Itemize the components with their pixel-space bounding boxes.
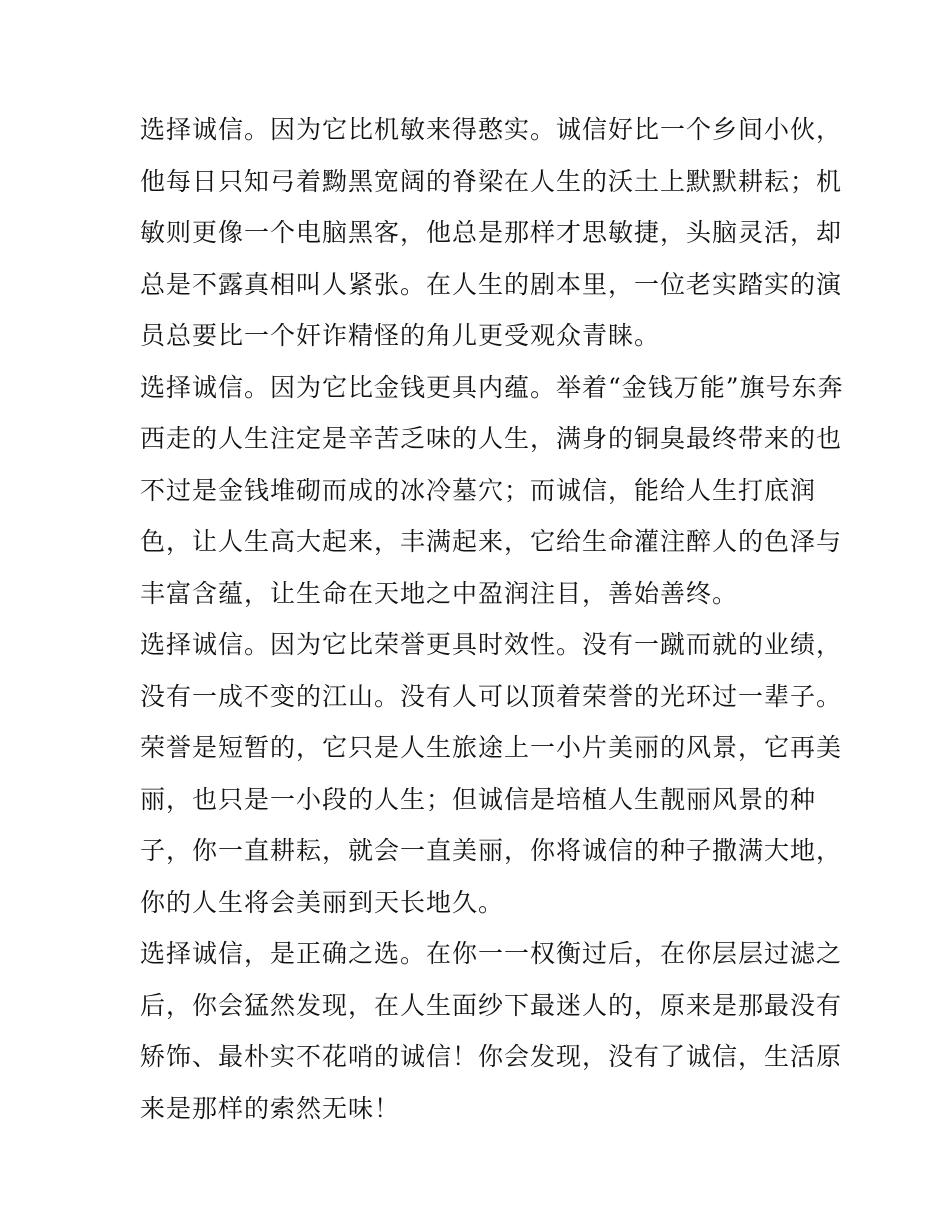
text-line: 选择诚信，是正确之选。在你一一权衡过后，在你层层过滤之 <box>140 939 843 968</box>
text-line: 色，让人生高大起来，丰满起来，它给生命灌注醉人的色泽与 <box>140 527 843 556</box>
paragraph-1 <box>140 104 843 362</box>
text-line: 选择诚信。因为它比金钱更具内蕴。举着“金钱万能”旗号东奔 <box>140 372 844 402</box>
paragraph-3 <box>140 619 843 928</box>
text-line: 敏则更像一个电脑黑客，他总是那样才思敏捷，头脑灵活，却 <box>140 218 843 247</box>
text-line: 荣誉是短暂的，它只是人生旅途上一小片美丽的风景，它再美 <box>140 733 843 762</box>
text-line: 没有一成不变的江山。没有人可以顶着荣誉的光环过一辈子。 <box>140 681 843 711</box>
paragraph-4 <box>140 928 843 1134</box>
text-line: 丰富含蕴，让生命在天地之中盈润注目，善始善终。 <box>140 578 739 608</box>
text-line: 不过是金钱堆砌而成的冰冷墓穴；而诚信，能给人生打底润 <box>140 475 817 505</box>
text-line: 子，你一直耕耘，就会一直美丽，你将诚信的种子撒满大地， <box>140 836 843 865</box>
text-line: 选择诚信。因为它比荣誉更具时效性。没有一蹴而就的业绩， <box>140 630 843 659</box>
text-line: 他每日只知弓着黝黑宽阔的脊梁在人生的沃土上默默耕耘；机 <box>140 166 843 196</box>
text-line: 来是那样的索然无味！ <box>140 1093 401 1123</box>
text-line: 西走的人生注定是辛苦乏味的人生，满身的铜臭最终带来的也 <box>140 424 843 453</box>
document-body <box>140 104 844 1134</box>
text-line: 矫饰、最朴实不花哨的诚信！你会发现，没有了诚信，生活原 <box>140 1042 843 1071</box>
text-line: 后，你会猛然发现，在人生面纱下最迷人的，原来是那最没有 <box>140 990 843 1020</box>
text-line: 你的人生将会美丽到天长地久。 <box>140 887 505 917</box>
text-line: 员总要比一个奸诈精怪的角儿更受观众青睐。 <box>140 321 661 350</box>
text-line: 总是不露真相叫人紧张。在人生的剧本里，一位老实踏实的演 <box>140 269 843 299</box>
text-line: 丽，也只是一小段的人生；但诚信是培植人生靓丽风景的种 <box>140 784 817 814</box>
paragraph-2 <box>140 362 844 620</box>
text-line: 选择诚信。因为它比机敏来得憨实。诚信好比一个乡间小伙， <box>140 115 843 144</box>
